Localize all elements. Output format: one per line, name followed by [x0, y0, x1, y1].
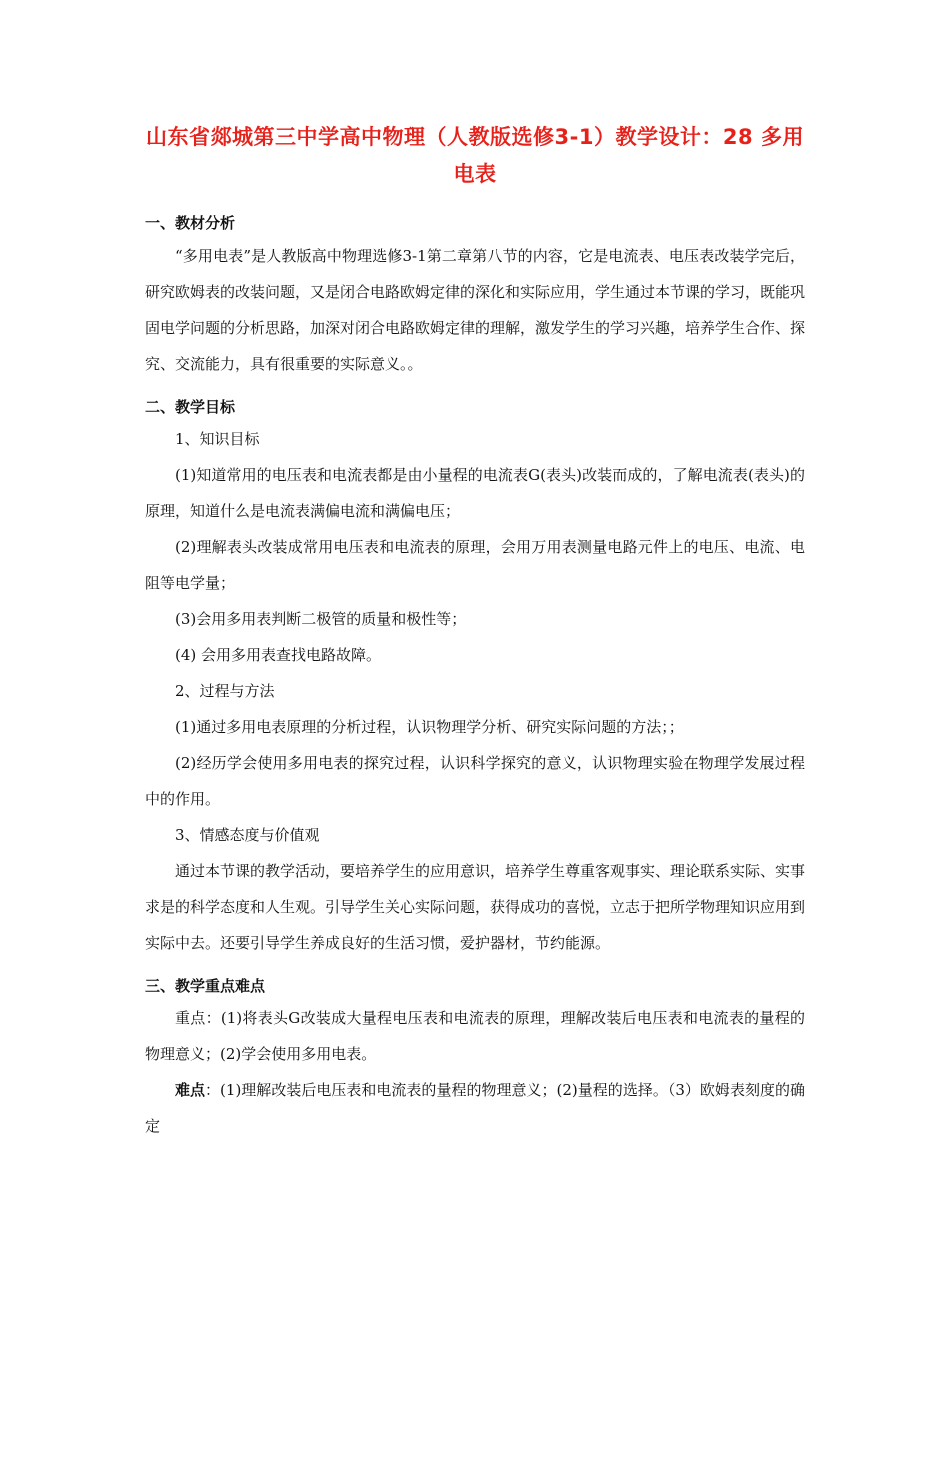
paragraph: (2)理解表头改装成常用电压表和电流表的原理，会用万用表测量电路元件上的电压、电流、电阻等电学量； — [145, 538, 805, 592]
difficulty-label: 难点 — [175, 1081, 206, 1099]
section-heading-key-points: 三、教学重点难点 — [145, 977, 266, 995]
section-heading-teaching-goals: 二、教学目标 — [145, 398, 236, 416]
subheading-process-methods: 2、过程与方法 — [175, 682, 275, 700]
paragraph-key-points: 重点：(1)将表头G改装成大量程电压表和电流表的原理，理解改装后电压表和电流表的量程的物理意义；(2)学会使用多用电表。 — [145, 1009, 805, 1063]
paragraph: (4) 会用多用表查找电路故障。 — [175, 646, 382, 664]
paragraph: (2)经历学会使用多用电表的探究过程，认识科学探究的意义，认识物理实验在物理学发展过程中的作用。 — [145, 754, 805, 808]
section-heading-textbook-analysis: 一、教材分析 — [145, 214, 236, 232]
document-page — [0, 119, 950, 1463]
paragraph: (1)通过多用电表原理的分析过程，认识物理学分析、研究实际问题的方法；； — [175, 718, 684, 736]
paragraph: (1)知道常用的电压表和电流表都是由小量程的电流表G(表头)改装而成的，了解电流表(表头)的原理，知道什么是电流表满偏电流和满偏电压； — [145, 466, 805, 520]
section-body-key-points — [145, 1000, 805, 1144]
difficulty-text: ：(1)理解改装后电压表和电流表的量程的物理意义；(2)量程的选择。（3）欧姆表刻度的确定 — [145, 1081, 805, 1135]
subheading-knowledge-goals: 1、知识目标 — [175, 430, 260, 448]
document-title: 山东省郯城第三中学高中物理（人教版选修3-1）教学设计：28 多用电表 — [146, 125, 804, 186]
section-body-textbook-analysis — [145, 238, 805, 382]
subheading-attitude-values: 3、情感态度与价值观 — [175, 826, 320, 844]
paragraph: “多用电表”是人教版高中物理选修3-1第二章第八节的内容，它是电流表、电压表改装学完后，研究欧姆表的改装问题，又是闭合电路欧姆定律的深化和实际应用，学生通过本节课的学习，既能巩固电学问题的分析思路，加深对闭合电路欧姆定律的理解，激发学生的学习兴趣，培养学生合作、探究、交流能力，具有很重要的实际意义。。 — [145, 247, 806, 373]
paragraph: (3)会用多用表判断二极管的质量和极性等； — [175, 610, 467, 628]
section-body-teaching-goals — [145, 421, 805, 961]
paragraph: 通过本节课的教学活动，要培养学生的应用意识，培养学生尊重客观事实、理论联系实际、实事求是的科学态度和人生观。引导学生关心实际问题，获得成功的喜悦，立志于把所学物理知识应用到实际中去。还要引导学生养成良好的生活习惯，爱护器材，节约能源。 — [145, 862, 806, 952]
paragraph-difficulties — [145, 1072, 805, 1144]
